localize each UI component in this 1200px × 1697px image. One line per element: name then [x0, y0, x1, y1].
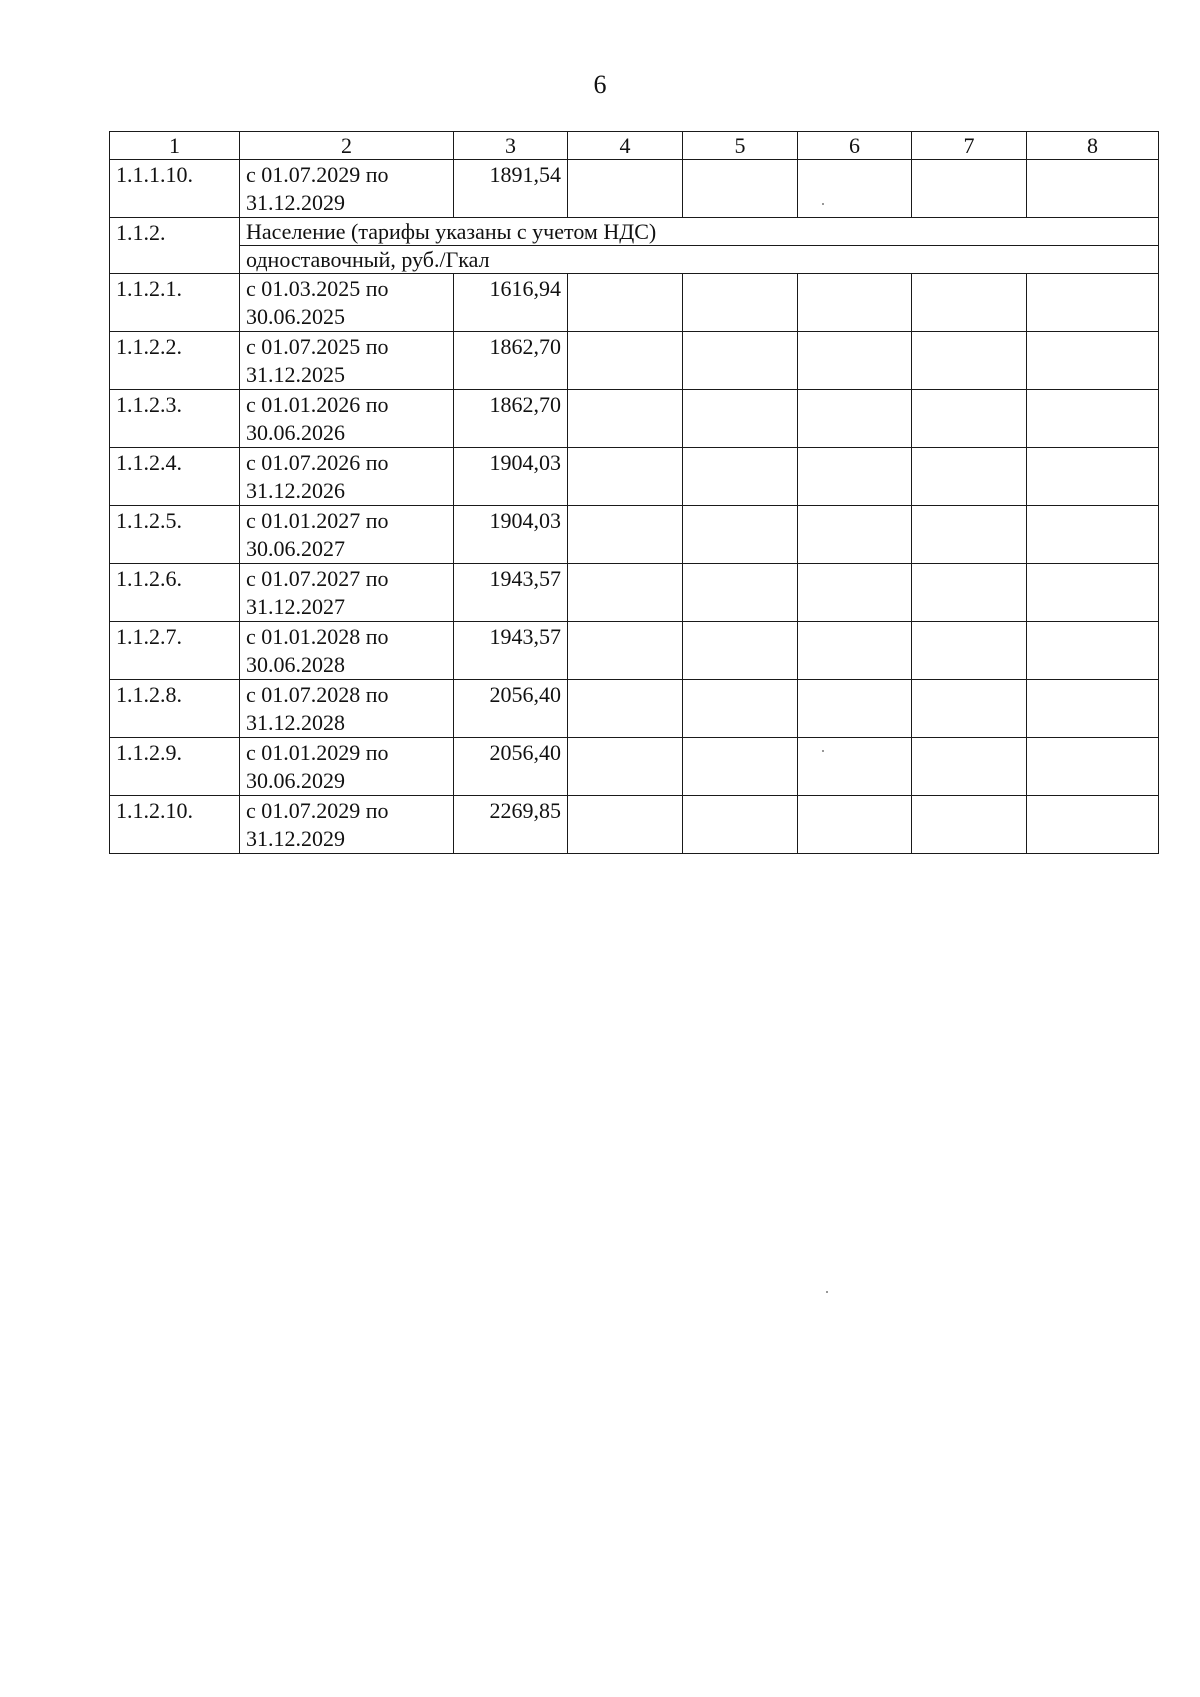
period-from: с 01.01.2027 по	[246, 508, 389, 533]
row-number: 1.1.2.3.	[110, 390, 240, 448]
empty-cell-col-4	[568, 564, 683, 622]
row-number: 1.1.2.8.	[110, 680, 240, 738]
period-from: с 01.03.2025 по	[246, 276, 389, 301]
tariff-value: 2269,85	[454, 796, 568, 854]
empty-cell-col-8	[1027, 738, 1159, 796]
period-from: с 01.07.2028 по	[246, 682, 389, 707]
tariff-value: 1943,57	[454, 564, 568, 622]
column-header: 7	[912, 132, 1027, 160]
table-row	[110, 796, 1159, 854]
empty-cell-col-4	[568, 506, 683, 564]
empty-cell-col-7	[912, 680, 1027, 738]
empty-cell-col-7	[912, 564, 1027, 622]
empty-cell-col-6	[798, 160, 912, 218]
section-subtitle: одноставочный, руб./Гкал	[240, 246, 1159, 274]
empty-cell-col-7	[912, 332, 1027, 390]
row-number: 1.1.2.6.	[110, 564, 240, 622]
row-number: 1.1.2.10.	[110, 796, 240, 854]
empty-cell-col-5	[683, 160, 798, 218]
section-number: 1.1.2.	[110, 218, 240, 274]
empty-cell-col-6	[798, 680, 912, 738]
period-to: 30.06.2025	[246, 304, 345, 329]
table-row	[110, 448, 1159, 506]
tariff-table	[109, 131, 1159, 854]
empty-cell-col-4	[568, 622, 683, 680]
empty-cell-col-7	[912, 390, 1027, 448]
empty-cell-col-6	[798, 506, 912, 564]
row-number: 1.1.2.7.	[110, 622, 240, 680]
table-row	[110, 332, 1159, 390]
empty-cell-col-6	[798, 448, 912, 506]
empty-cell-col-5	[683, 680, 798, 738]
period-from: с 01.07.2025 по	[246, 334, 389, 359]
period-cell	[240, 332, 454, 390]
column-header: 2	[240, 132, 454, 160]
column-header: 5	[683, 132, 798, 160]
period-to: 31.12.2026	[246, 478, 345, 503]
empty-cell-col-7	[912, 160, 1027, 218]
period-cell	[240, 448, 454, 506]
period-cell	[240, 390, 454, 448]
empty-cell-col-5	[683, 448, 798, 506]
row-number: 1.1.2.4.	[110, 448, 240, 506]
table-body	[110, 132, 1159, 854]
empty-cell-col-7	[912, 448, 1027, 506]
column-header: 3	[454, 132, 568, 160]
page-number: 6	[593, 70, 607, 99]
tariff-value: 2056,40	[454, 738, 568, 796]
empty-cell-col-5	[683, 622, 798, 680]
tariff-value: 1943,57	[454, 622, 568, 680]
table-row	[110, 160, 1159, 218]
empty-cell-col-4	[568, 738, 683, 796]
empty-cell-col-8	[1027, 564, 1159, 622]
table-row	[110, 390, 1159, 448]
empty-cell-col-4	[568, 390, 683, 448]
row-number: 1.1.2.9.	[110, 738, 240, 796]
empty-cell-col-5	[683, 390, 798, 448]
period-from: с 01.07.2026 по	[246, 450, 389, 475]
empty-cell-col-5	[683, 274, 798, 332]
period-to: 31.12.2029	[246, 190, 345, 215]
empty-cell-col-6	[798, 564, 912, 622]
column-header-row	[110, 132, 1159, 160]
empty-cell-col-8	[1027, 332, 1159, 390]
empty-cell-col-8	[1027, 680, 1159, 738]
row-number: 1.1.2.2.	[110, 332, 240, 390]
period-cell	[240, 160, 454, 218]
period-to: 30.06.2029	[246, 768, 345, 793]
empty-cell-col-4	[568, 274, 683, 332]
scan-speck	[822, 203, 824, 205]
empty-cell-col-5	[683, 796, 798, 854]
empty-cell-col-4	[568, 796, 683, 854]
scan-speck	[822, 750, 824, 752]
period-from: с 01.01.2028 по	[246, 624, 389, 649]
empty-cell-col-8	[1027, 448, 1159, 506]
row-number: 1.1.2.5.	[110, 506, 240, 564]
tariff-value: 1904,03	[454, 506, 568, 564]
period-cell	[240, 738, 454, 796]
period-to: 31.12.2025	[246, 362, 345, 387]
empty-cell-col-5	[683, 506, 798, 564]
column-header: 8	[1027, 132, 1159, 160]
table-row	[110, 738, 1159, 796]
tariff-value: 1616,94	[454, 274, 568, 332]
period-to: 31.12.2029	[246, 826, 345, 851]
empty-cell-col-8	[1027, 506, 1159, 564]
empty-cell-col-4	[568, 160, 683, 218]
period-cell	[240, 564, 454, 622]
table-row	[110, 274, 1159, 332]
empty-cell-col-7	[912, 796, 1027, 854]
scan-speck	[826, 1291, 828, 1293]
period-from: с 01.01.2026 по	[246, 392, 389, 417]
empty-cell-col-8	[1027, 390, 1159, 448]
column-header: 4	[568, 132, 683, 160]
empty-cell-col-6	[798, 274, 912, 332]
empty-cell-col-8	[1027, 622, 1159, 680]
table-row	[110, 622, 1159, 680]
period-cell	[240, 680, 454, 738]
period-cell	[240, 622, 454, 680]
period-to: 30.06.2026	[246, 420, 345, 445]
period-cell	[240, 506, 454, 564]
table-row	[110, 506, 1159, 564]
empty-cell-col-6	[798, 390, 912, 448]
column-header: 6	[798, 132, 912, 160]
tariff-value: 1891,54	[454, 160, 568, 218]
tariff-value: 2056,40	[454, 680, 568, 738]
empty-cell-col-4	[568, 448, 683, 506]
empty-cell-col-4	[568, 680, 683, 738]
row-number: 1.1.1.10.	[110, 160, 240, 218]
period-from: с 01.07.2027 по	[246, 566, 389, 591]
period-from: с 01.07.2029 по	[246, 162, 389, 187]
column-header: 1	[110, 132, 240, 160]
tariff-value: 1862,70	[454, 332, 568, 390]
empty-cell-col-5	[683, 332, 798, 390]
period-to: 31.12.2028	[246, 710, 345, 735]
empty-cell-col-6	[798, 796, 912, 854]
empty-cell-col-7	[912, 738, 1027, 796]
period-cell	[240, 796, 454, 854]
section-title-row	[110, 218, 1159, 246]
period-to: 30.06.2027	[246, 536, 345, 561]
empty-cell-col-6	[798, 738, 912, 796]
period-to: 30.06.2028	[246, 652, 345, 677]
period-cell	[240, 274, 454, 332]
empty-cell-col-8	[1027, 274, 1159, 332]
empty-cell-col-5	[683, 738, 798, 796]
table-row	[110, 680, 1159, 738]
empty-cell-col-7	[912, 506, 1027, 564]
section-subtitle-row	[110, 246, 1159, 274]
empty-cell-col-8	[1027, 160, 1159, 218]
table-row	[110, 564, 1159, 622]
period-from: с 01.01.2029 по	[246, 740, 389, 765]
empty-cell-col-7	[912, 274, 1027, 332]
period-to: 31.12.2027	[246, 594, 345, 619]
empty-cell-col-7	[912, 622, 1027, 680]
period-from: с 01.07.2029 по	[246, 798, 389, 823]
empty-cell-col-8	[1027, 796, 1159, 854]
row-number: 1.1.2.1.	[110, 274, 240, 332]
section-title: Население (тарифы указаны с учетом НДС)	[240, 218, 1159, 246]
empty-cell-col-6	[798, 622, 912, 680]
tariff-value: 1904,03	[454, 448, 568, 506]
empty-cell-col-6	[798, 332, 912, 390]
empty-cell-col-5	[683, 564, 798, 622]
empty-cell-col-4	[568, 332, 683, 390]
tariff-value: 1862,70	[454, 390, 568, 448]
